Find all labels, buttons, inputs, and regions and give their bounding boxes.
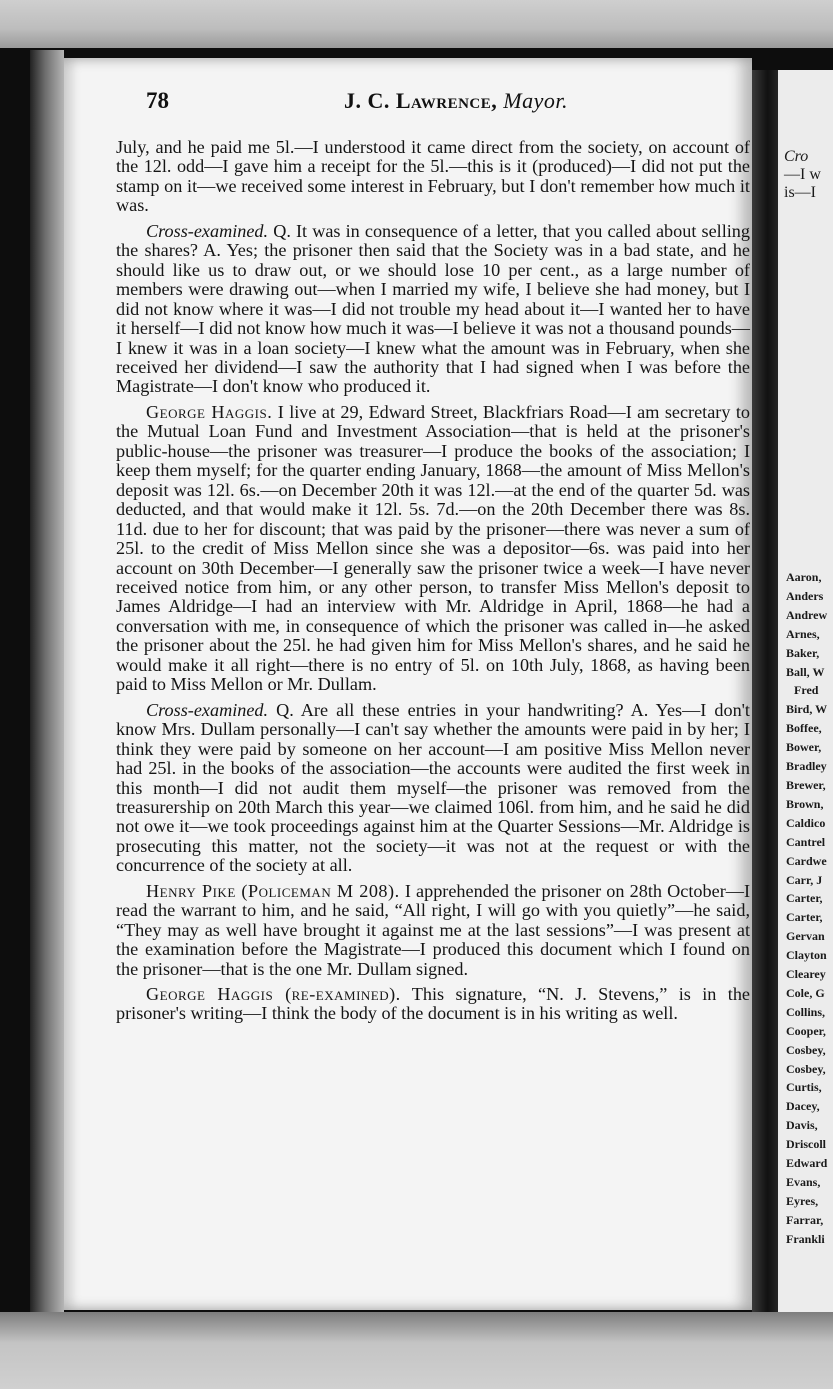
scan-background-bottom [0, 1312, 833, 1389]
facing-name-entry: Cole, G [786, 985, 825, 1000]
facing-name-entry: Curtis, [786, 1080, 822, 1095]
facing-name-entry: Anders [786, 588, 824, 603]
facing-name-entry: Carter, [786, 891, 823, 906]
facing-name-entry: Clayton [786, 948, 827, 963]
facing-name-entry: Bower, [786, 740, 822, 755]
running-head [146, 80, 736, 114]
paragraph-1 [116, 138, 750, 216]
scan-background-top [0, 0, 833, 48]
facing-fragment: —I w [784, 166, 821, 183]
facing-name-entry: Eyres, [786, 1193, 819, 1208]
facing-name-entry: Bradley [786, 759, 827, 774]
facing-name-entry: Edward [786, 1156, 828, 1171]
facing-name-entry: Brown, [786, 796, 824, 811]
paragraph-6-text: This signature, “N. J. Stevens,” is in the prisoner's writing—I think the body of the document is in his writing as well. [116, 984, 750, 1024]
facing-name-entry: Gervan [786, 929, 825, 944]
facing-name-entry: Evans, [786, 1175, 821, 1189]
facing-name-entry: Bird, W [786, 702, 828, 717]
paragraph-3 [116, 403, 750, 695]
page-body [116, 138, 750, 1024]
facing-name-entry: Driscoll [786, 1137, 826, 1152]
facing-page-edge [778, 70, 833, 1312]
facing-name-entry: Cantrel [786, 834, 826, 849]
facing-page-fragments [784, 148, 821, 202]
facing-name-entry: Collins, [786, 1004, 826, 1019]
facing-name-entry: Boffee, [786, 721, 822, 736]
paragraph-1-text: July, and he paid me 5l.—I understood it came direct from the society, on account of the 12l. odd—I gave him a receipt for the 5l.—this is it (produced)—I did not put the stamp on it—we received some interest in February, but I don't remember how much it was. [116, 137, 750, 216]
facing-name-entry: Farrar, [786, 1212, 824, 1227]
page-number: 78 [146, 88, 169, 113]
facing-name-entry: Cooper, [786, 1023, 826, 1038]
facing-name-entry: Fred [794, 683, 819, 698]
book-page [64, 58, 752, 1310]
facing-name-entry: Clearey [786, 967, 826, 982]
facing-name-entry: Aaron, [786, 570, 822, 584]
facing-name-entry: Baker, [786, 645, 820, 660]
facing-fragment: Cro [784, 148, 809, 165]
facing-name-entry: Frankli [786, 1231, 825, 1246]
book-binding-left [30, 50, 64, 1312]
header-name: J. C. Lawrence, [344, 88, 504, 113]
facing-name-entry: Caldico [786, 815, 826, 830]
facing-fragment: is—I [784, 184, 816, 201]
facing-name-entry: Carr, J [786, 872, 823, 887]
paragraph-4 [116, 701, 750, 876]
paragraph-4-lead: Cross-examined. [146, 699, 269, 720]
facing-name-entry: Cosbey, [786, 1042, 826, 1057]
paragraph-4-text: Q. Are all these entries in your handwriting? A. Yes—I don't know Mrs. Dullam personally—I can't say whether the amounts were paid in by her; I think they were paid by someone on her account—I am positive Miss Mellon never had 25l. in the books of the association—the accounts were audited the first week in this month—I did not audit them myself—the prisoner was removed from the treasurership on 20th March this year—we claimed 106l. from him, and he said he did not owe it—we took proceedings against him at the Quarter Sessions—Mr. Aldridge is prosecuting this matter, not the society—it was not at the request or with the concurrence of the society at all. [116, 699, 750, 876]
paragraph-2-lead: Cross-examined. [146, 220, 269, 241]
paragraph-3-lead: George Haggis. [146, 401, 273, 422]
facing-name-entry: Arnes, [786, 626, 820, 641]
paragraph-5 [116, 882, 750, 979]
paragraph-2-text: Q. It was in consequence of a letter, that you called about selling the shares? A. Yes; the prisoner then said that the Society was in a bad state, and he should like us to draw out, or we should lose 10 per cent., as a large number of members were drawing out—when I married my wife, I believe she had money, but I did not know where it was—I did not trouble my head about it—I wanted her to have it herself—I did not know how much it was—I believe it was not a thousand pounds—I knew it was in a loan society—I knew what the amount was in February, when she received her dividend—I saw the authority that I had signed when I was before the Magistrate—I don't know who produced it. [116, 220, 750, 397]
facing-name-entry: Carter, [786, 910, 823, 925]
facing-name-entry: Andrew [786, 607, 828, 622]
facing-name-entry: Ball, W [786, 664, 825, 679]
facing-name-entry: Cardwe [786, 853, 827, 868]
facing-name-entry: Cosbey, [786, 1061, 826, 1076]
facing-name-entry: Brewer, [786, 777, 826, 792]
paragraph-6 [116, 985, 750, 1024]
facing-page-name-list [786, 568, 827, 1249]
facing-name-entry: Dacey, [786, 1099, 820, 1114]
paragraph-5-lead: Henry Pike (Policeman M 208). [146, 880, 400, 901]
facing-name-entry: Davis, [786, 1118, 818, 1133]
paragraph-3-text: I live at 29, Edward Street, Blackfriars Road—I am secretary to the Mutual Loan Fund and Investment Association—that is held at the prisoner's public-house—the prisoner was treasurer—I produce the books of the association; I keep them myself; for the quarter ending January, 1868—the amount of Miss Mellon's deposit was 12l. 6s.—on December 20th it was 12l.—at the end of the quarter 5d. was deducted, and that would make it 12l. 5s. 7d.—on the 20th December there was 8s. 11d. due to her for discount; that was paid by the prisoner—there was never a sum of 25l. to the credit of Miss Mellon since she was a depositor—6s. was paid into her account on 30th December—I generally saw the prisoner twice a week—I have never received notice from him, or any other person, to transfer Miss Mellon's deposit to James Aldridge—I had an interview with Mr. Aldridge in April, 1868—he had a conversation with me, in consequence of which the prisoner was called in—he asked the prisoner about the 25l. he had given him for Miss Mellon's shares, and he said he would make it all right—there is no entry of 5l. on 10th July, 1868, as having been paid to Miss Mellon or Mr. Dullam. [116, 401, 751, 695]
paragraph-2 [116, 222, 750, 397]
paragraph-5-text: I apprehended the prisoner on 28th October—I read the warrant to him, and he said, “All right, I will go with you quietly”—he said, “They may as well have brought it against me at the last sessions”—I was present at the examination before the Magistrate—I produced this document which I found on the prisoner—that is the one Mr. Dullam signed. [116, 880, 750, 979]
header-office: Mayor. [503, 88, 568, 113]
page-header-title [344, 88, 568, 114]
paragraph-6-lead: George Haggis (re-examined). [146, 984, 401, 1005]
book-gutter [752, 70, 778, 1312]
